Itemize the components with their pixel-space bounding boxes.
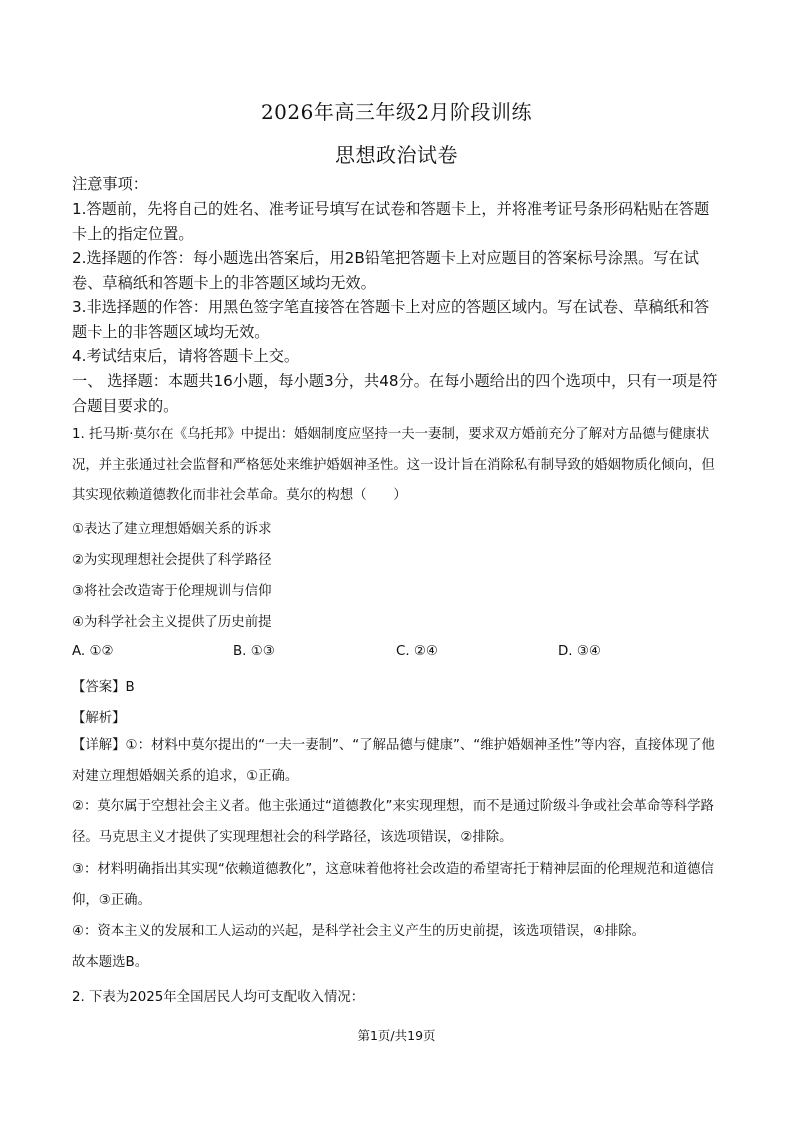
page-number: 第1页/共19页 <box>357 1028 436 1043</box>
notice-item-1: 1.答题前，先将自己的姓名、准考证号填写在试卷和答题卡上，并将准考证号条形码粘贴在答题卡上的指定位置。 <box>72 200 710 243</box>
notice-item-4: 4.考试结束后，请将答题卡上交。 <box>72 347 300 365</box>
statement-3: ③将社会改造寄于伦理规训与信仰 <box>72 584 272 599</box>
statement-4: ④为科学社会主义提供了历史前提 <box>72 615 272 630</box>
analysis-point-3: ③：材料明确指出其实现“依赖道德教化”，这意味着他将社会改造的希望寄托于精神层面的伦理规范和道德信仰，③正确。 <box>72 862 714 908</box>
option-b: B. ①③ <box>233 644 275 659</box>
exam-title: 2026年高三年级2月阶段训练 <box>260 100 533 124</box>
statement-1: ①表达了建立理想婚姻关系的诉求 <box>72 522 272 537</box>
analysis-point-2: ②：莫尔属于空想社会主义者。他主张通过“道德教化”来实现理想，而不是通过阶级斗争或社会革命等科学路径。马克思主义才提供了实现理想社会的科学路径，该选项错误，②排除。 <box>72 799 714 845</box>
notice-item-2: 2.选择题的作答：每小题选出答案后，用2B铅笔把答题卡上对应题目的答案标号涂黑。写在试卷、草稿纸和答题卡上的非答题区域均无效。 <box>72 249 699 292</box>
exam-subtitle: 思想政治试卷 <box>335 143 458 167</box>
notice-heading: 注意事项： <box>72 175 148 193</box>
analysis-point-4: ④：资本主义的发展和工人运动的兴起，是科学社会主义产生的历史前提，该选项错误，④排除。 <box>72 924 646 939</box>
section-one-instructions: 一、 选择题：本题共16小题，每小题3分，共48分。在每小题给出的四个选项中，只有一项是符合题目要求的。 <box>72 372 718 415</box>
question-2-stem: 2. 下表为2025年全国居民人均可支配收入情况： <box>72 990 365 1005</box>
option-a: A. ①② <box>72 644 114 659</box>
analysis-conclusion: 故本题选B。 <box>72 955 149 970</box>
question-1-stem: 1. 托马斯·莫尔在《乌托邦》中提出：婚姻制度应坚持一夫一妻制，要求双方婚前充分了解对方品德与健康状况，并主张通过社会监督和严格惩处来维护婚姻神圣性。这一设计旨在消除私有制导致的婚姻物质化倾向，但其实现依赖道德教化而非社会革命。莫尔的构想（ ） <box>72 427 715 503</box>
answer-label: 【答案】B <box>72 680 135 695</box>
analysis-label: 【解析】 <box>72 711 126 726</box>
notice-item-3: 3.非选择题的作答：用黑色签字笔直接答在答题卡上对应的答题区域内。写在试卷、草稿纸和答题卡上的非答题区域均无效。 <box>72 298 710 341</box>
statement-2: ②为实现理想社会提供了科学路径 <box>72 553 272 568</box>
analysis-point-1: 【详解】①：材料中莫尔提出的“一夫一妻制”、“了解品德与健康”、“维护婚姻神圣性”等内容，直接体现了他对建立理想婚姻关系的追求，①正确。 <box>72 738 715 784</box>
option-c: C. ②④ <box>396 644 438 659</box>
option-d: D. ③④ <box>558 644 601 659</box>
